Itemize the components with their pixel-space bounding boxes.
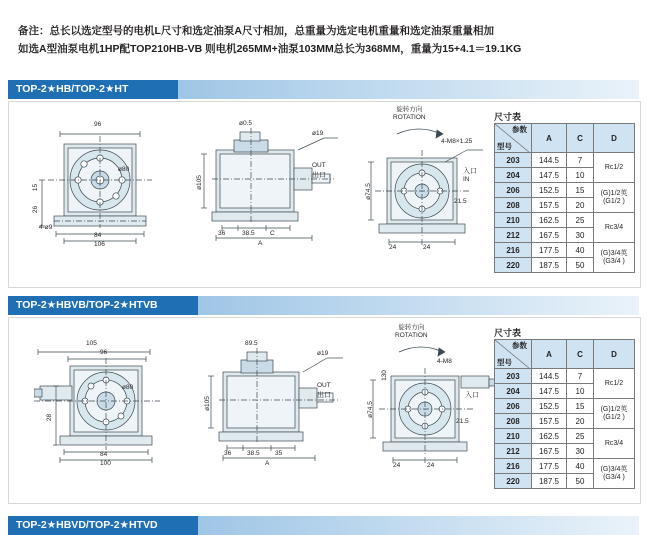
table-row xyxy=(495,243,635,258)
section-title-hb-ht: TOP-2★HB/TOP-2★HT xyxy=(16,83,129,95)
cell-a: 177.5 xyxy=(532,243,567,258)
rotation-label xyxy=(393,106,426,122)
label-outlet-cn: 出口 xyxy=(317,392,331,399)
cell-model: 210 xyxy=(495,213,532,228)
table-header-param: 参数 xyxy=(512,341,527,350)
section-title-bar xyxy=(8,296,198,315)
cell-model: 208 xyxy=(495,198,532,213)
dim-d745: ø74.5 xyxy=(366,401,374,418)
view-rear-hb-ht xyxy=(359,106,489,258)
cell-a: 147.5 xyxy=(532,168,567,183)
section-header-gradient xyxy=(198,296,639,315)
dim-d105: ø105 xyxy=(203,396,211,411)
cell-model: 204 xyxy=(495,168,532,183)
dim-4xm8: 4-M8 xyxy=(437,358,452,365)
table-header-model: 型号 xyxy=(497,142,512,151)
table-row xyxy=(495,369,635,384)
cell-c: 25 xyxy=(567,213,594,228)
dim-96: 96 xyxy=(100,349,108,356)
view-front-hbvb xyxy=(34,340,194,472)
dim-215: 21.5 xyxy=(456,418,469,425)
table-header-a: A xyxy=(532,124,567,153)
table-caption-hbvb: 尺寸表 xyxy=(494,328,522,338)
table-row xyxy=(495,183,635,198)
rotation-label xyxy=(395,324,428,340)
dim-385: 38.5 xyxy=(247,450,260,457)
cell-d: (G)1/2英 (G1/2 ) xyxy=(594,183,635,213)
table-hbvb xyxy=(494,339,635,489)
cell-model: 206 xyxy=(495,399,532,414)
dim-106: 106 xyxy=(94,241,105,248)
cell-d: Rc1/2 xyxy=(594,153,635,183)
section-title-bar xyxy=(8,80,178,99)
cell-a: 162.5 xyxy=(532,213,567,228)
cell-c: 50 xyxy=(567,474,594,489)
dim-15: 15 xyxy=(32,183,40,192)
dim-26: 26 xyxy=(32,205,40,214)
label-in: IN xyxy=(463,176,470,183)
cell-c: 20 xyxy=(567,198,594,213)
table-header-param: 参数 xyxy=(512,125,527,134)
cell-a: 147.5 xyxy=(532,384,567,399)
cell-a: 162.5 xyxy=(532,429,567,444)
section-title-hbvd-htvd: TOP-2★HBVD/TOP-2★HTVD xyxy=(16,519,158,531)
cell-c: 7 xyxy=(567,153,594,168)
table-header-c: C xyxy=(567,124,594,153)
dim-35: 35 xyxy=(275,450,283,457)
table-header-d: D xyxy=(594,124,635,153)
table-header-c: C xyxy=(567,340,594,369)
cell-a: 187.5 xyxy=(532,474,567,489)
table-header-row xyxy=(495,340,635,369)
dim-d19: ø19 xyxy=(317,350,329,357)
cell-model: 203 xyxy=(495,153,532,168)
dim-d80: ø80 xyxy=(122,384,134,391)
cell-a: 167.5 xyxy=(532,228,567,243)
cell-c: 30 xyxy=(567,228,594,243)
note-block xyxy=(18,22,628,58)
note-line-1: 备注：总长以选定型号的电机L尺寸和选定油泵A尺寸相加，总重量为选定电机重量和选定油泵重量相加 xyxy=(18,25,494,37)
table-header-row xyxy=(495,124,635,153)
section-title-bar xyxy=(8,516,198,535)
dim-105: 105 xyxy=(86,340,97,347)
rotation-label-en: ROTATION xyxy=(395,332,428,339)
dim-96: 96 xyxy=(94,121,102,128)
view-rear-hbvb xyxy=(361,324,496,476)
cell-d: Rc3/4 xyxy=(594,213,635,243)
label-inlet-cn: 入口 xyxy=(463,168,477,175)
cell-a: 144.5 xyxy=(532,369,567,384)
cell-model: 212 xyxy=(495,228,532,243)
table-row xyxy=(495,459,635,474)
dim-36: 36 xyxy=(224,450,232,457)
rotation-label-cn: 旋转方向 xyxy=(398,324,425,331)
dim-215: 21.5 xyxy=(454,198,467,205)
dim-d05: ø0.5 xyxy=(239,120,253,127)
cell-d: Rc1/2 xyxy=(594,369,635,399)
dim-24-a: 24 xyxy=(389,244,397,251)
cell-d: (G)3/4英 (G3/4 ) xyxy=(594,243,635,273)
dim-895: 89.5 xyxy=(245,340,258,347)
cell-a: 167.5 xyxy=(532,444,567,459)
dim-28: 28 xyxy=(46,413,54,422)
dim-385: 38.5 xyxy=(242,230,255,237)
dim-c: C xyxy=(270,230,275,237)
view-section-hbvb xyxy=(199,340,349,472)
table-row xyxy=(495,153,635,168)
drawing-panel-hbvb-htvb xyxy=(8,317,641,504)
dim-130: 130 xyxy=(380,370,388,381)
cell-a: 177.5 xyxy=(532,459,567,474)
cell-model: 206 xyxy=(495,183,532,198)
label-out: OUT xyxy=(317,382,331,389)
cell-c: 40 xyxy=(567,459,594,474)
dim-d105: ø105 xyxy=(195,175,203,190)
cell-d: Rc3/4 xyxy=(594,429,635,459)
dim-84: 84 xyxy=(94,232,102,239)
cell-model: 220 xyxy=(495,474,532,489)
table-row xyxy=(495,213,635,228)
dim-84: 84 xyxy=(100,451,108,458)
section-header-hb-ht xyxy=(0,80,647,99)
cell-model: 208 xyxy=(495,414,532,429)
cell-a: 152.5 xyxy=(532,399,567,414)
cell-c: 15 xyxy=(567,399,594,414)
view-front-hb-ht xyxy=(32,121,184,254)
dim-36: 36 xyxy=(218,230,226,237)
table-row xyxy=(495,399,635,414)
note-line-2: 如选A型油泵电机1HP配TOP210HB-VB 则电机265MM+油泵103MM总长为368MM，重量为15+4.1＝19.1KG xyxy=(18,43,522,55)
cell-model: 216 xyxy=(495,459,532,474)
cell-model: 220 xyxy=(495,258,532,273)
table-caption-hb-ht: 尺寸表 xyxy=(494,112,522,122)
cell-c: 15 xyxy=(567,183,594,198)
cell-model: 210 xyxy=(495,429,532,444)
table-header-model: 型号 xyxy=(497,358,512,367)
dim-a: A xyxy=(258,240,263,247)
dim-100: 100 xyxy=(100,460,111,467)
dimension-table-hb-ht xyxy=(494,112,635,273)
cell-model: 203 xyxy=(495,369,532,384)
section-header-gradient xyxy=(198,516,639,535)
cell-c: 30 xyxy=(567,444,594,459)
cell-c: 10 xyxy=(567,168,594,183)
dim-24-a: 24 xyxy=(393,462,401,469)
cell-a: 144.5 xyxy=(532,153,567,168)
table-hb-ht xyxy=(494,123,635,273)
cell-d: (G)3/4英 (G3/4 ) xyxy=(594,459,635,489)
table-header-a: A xyxy=(532,340,567,369)
section-header-gradient xyxy=(178,80,639,99)
table-header-param-model xyxy=(495,124,532,153)
label-inlet-cn: 入口 xyxy=(465,392,479,399)
dim-d80: ø80 xyxy=(118,166,130,173)
rotation-label-cn: 旋转方向 xyxy=(396,106,423,113)
cell-c: 7 xyxy=(567,369,594,384)
section-header-hbvd-htvd xyxy=(0,516,647,535)
dim-d19: ø19 xyxy=(312,130,324,137)
cell-a: 152.5 xyxy=(532,183,567,198)
dim-d745: ø74.5 xyxy=(364,183,372,200)
cell-c: 40 xyxy=(567,243,594,258)
dimension-table-hbvb xyxy=(494,328,635,489)
cell-a: 157.5 xyxy=(532,414,567,429)
cell-d: (G)1/2英 (G1/2 ) xyxy=(594,399,635,429)
drawing-panel-hb-ht xyxy=(8,101,641,288)
label-outlet-cn: 出口 xyxy=(312,172,326,179)
table-header-d: D xyxy=(594,340,635,369)
cell-a: 187.5 xyxy=(532,258,567,273)
table-row xyxy=(495,429,635,444)
dim-24-b: 24 xyxy=(427,462,435,469)
cell-c: 25 xyxy=(567,429,594,444)
table-header-param-model xyxy=(495,340,532,369)
cell-model: 212 xyxy=(495,444,532,459)
cell-c: 50 xyxy=(567,258,594,273)
label-out: OUT xyxy=(312,162,326,169)
view-section-hb-ht xyxy=(194,120,344,254)
dim-4xd9: 4-ø9 xyxy=(39,224,53,231)
cell-model: 204 xyxy=(495,384,532,399)
dim-24-b: 24 xyxy=(423,244,431,251)
section-title-hbvb-htvb: TOP-2★HBVB/TOP-2★HTVB xyxy=(16,299,158,311)
dim-a: A xyxy=(265,460,270,467)
dim-4xm8: 4-M8×1.25 xyxy=(441,138,473,145)
cell-c: 10 xyxy=(567,384,594,399)
section-header-hbvb-htvb xyxy=(0,296,647,315)
cell-a: 157.5 xyxy=(532,198,567,213)
cell-c: 20 xyxy=(567,414,594,429)
rotation-label-en: ROTATION xyxy=(393,114,426,121)
cell-model: 216 xyxy=(495,243,532,258)
